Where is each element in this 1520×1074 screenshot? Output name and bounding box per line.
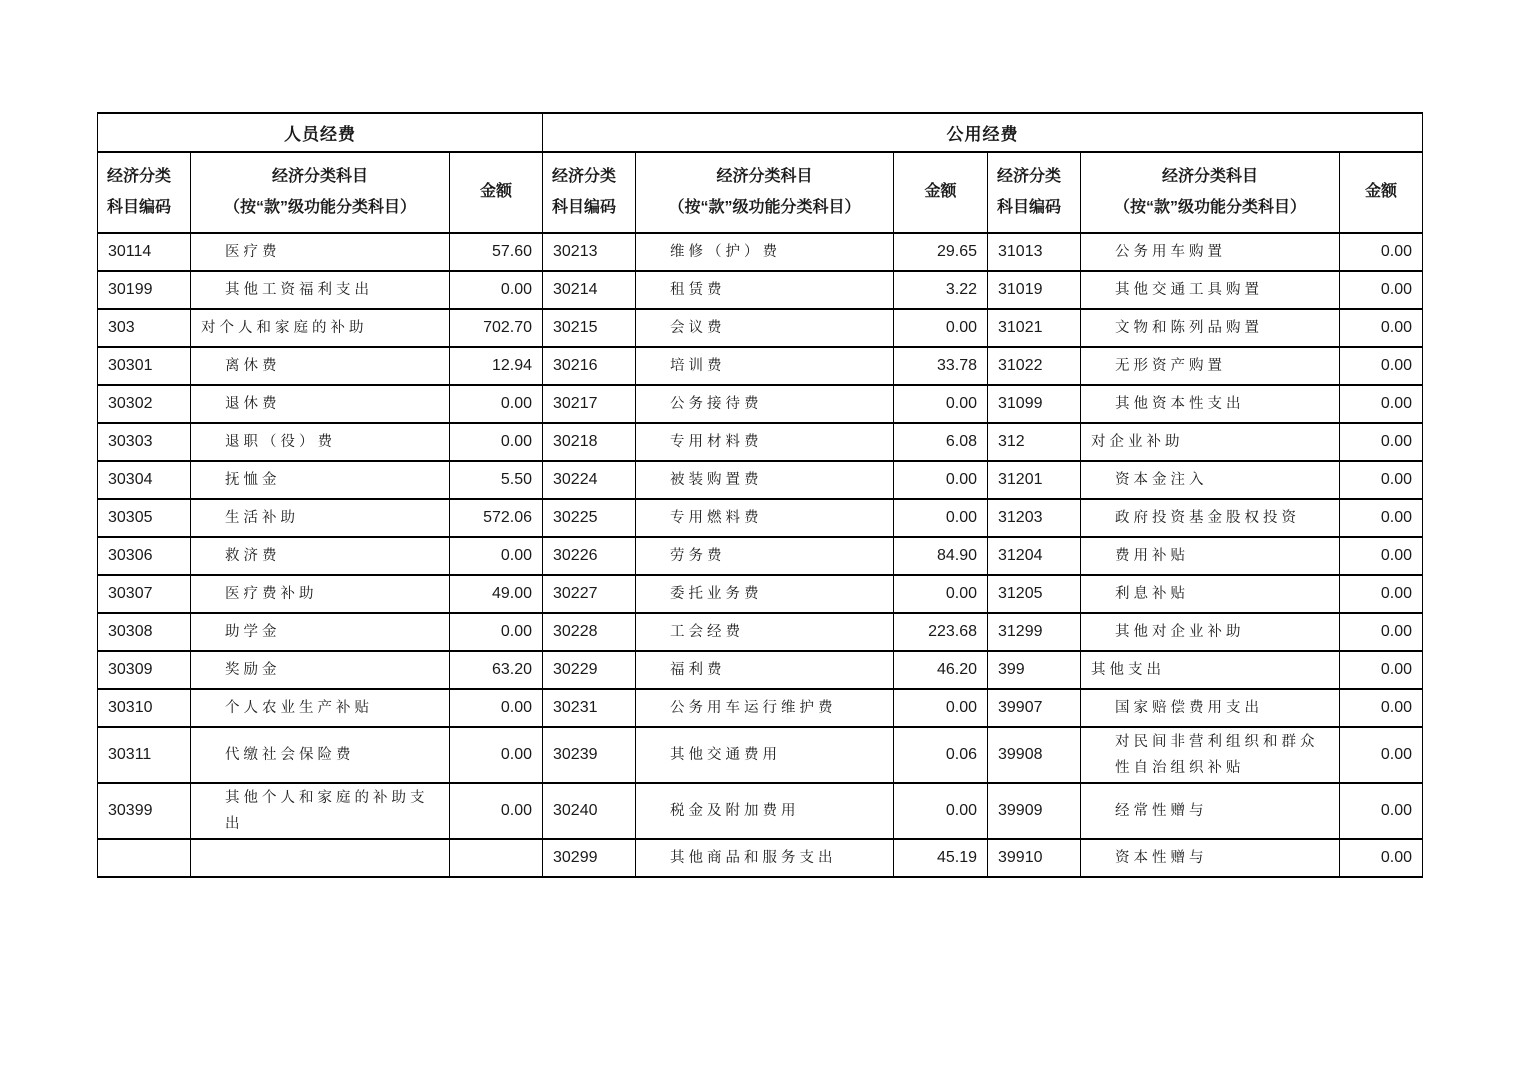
code-cell: 31019 bbox=[988, 271, 1081, 309]
amount-cell: 0.00 bbox=[1340, 499, 1423, 537]
code-cell: 399 bbox=[988, 651, 1081, 689]
amount-cell: 3.22 bbox=[894, 271, 988, 309]
subject-cell: 公务用车购置 bbox=[1081, 233, 1340, 271]
amount-cell: 0.00 bbox=[1340, 783, 1423, 839]
subject-cell: 专用材料费 bbox=[636, 423, 894, 461]
amount-cell: 0.00 bbox=[450, 727, 543, 783]
header-subject-line2: （按“款”级功能分类科目） bbox=[223, 198, 416, 216]
amount-cell: 33.78 bbox=[894, 347, 988, 385]
header-code bbox=[988, 152, 1081, 233]
amount-cell: 29.65 bbox=[894, 233, 988, 271]
code-cell: 30213 bbox=[543, 233, 636, 271]
amount-cell: 0.00 bbox=[1340, 839, 1423, 877]
subject-cell: 其他支出 bbox=[1081, 651, 1340, 689]
subject-cell: 其他交通费用 bbox=[636, 727, 894, 783]
subject-cell: 公务接待费 bbox=[636, 385, 894, 423]
header-subject bbox=[636, 152, 894, 233]
table-row bbox=[98, 461, 1423, 499]
amount-cell: 0.06 bbox=[894, 727, 988, 783]
subject-cell: 对企业补助 bbox=[1081, 423, 1340, 461]
code-cell bbox=[98, 839, 191, 877]
subject-cell: 无形资产购置 bbox=[1081, 347, 1340, 385]
code-cell: 31203 bbox=[988, 499, 1081, 537]
code-cell: 30301 bbox=[98, 347, 191, 385]
code-cell: 30310 bbox=[98, 689, 191, 727]
subject-cell: 助学金 bbox=[191, 613, 450, 651]
code-cell: 30399 bbox=[98, 783, 191, 839]
code-cell: 30224 bbox=[543, 461, 636, 499]
code-cell: 30227 bbox=[543, 575, 636, 613]
code-cell: 30309 bbox=[98, 651, 191, 689]
table-row bbox=[98, 309, 1423, 347]
code-cell: 30299 bbox=[543, 839, 636, 877]
code-cell: 31021 bbox=[988, 309, 1081, 347]
amount-cell: 0.00 bbox=[894, 499, 988, 537]
code-cell: 30304 bbox=[98, 461, 191, 499]
code-cell: 39907 bbox=[988, 689, 1081, 727]
subject-cell: 退职（役）费 bbox=[191, 423, 450, 461]
code-cell: 30114 bbox=[98, 233, 191, 271]
code-cell: 39909 bbox=[988, 783, 1081, 839]
code-cell: 31299 bbox=[988, 613, 1081, 651]
code-cell: 30308 bbox=[98, 613, 191, 651]
header-amount: 金额 bbox=[450, 152, 543, 233]
subject-cell: 其他交通工具购置 bbox=[1081, 271, 1340, 309]
header-code-line1: 经济分类 bbox=[107, 168, 172, 186]
header-code-line2: 科目编码 bbox=[552, 198, 617, 216]
code-cell: 31201 bbox=[988, 461, 1081, 499]
subject-cell: 其他对企业补助 bbox=[1081, 613, 1340, 651]
subject-cell: 个人农业生产补贴 bbox=[191, 689, 450, 727]
subject-cell: 代缴社会保险费 bbox=[191, 727, 450, 783]
amount-cell: 0.00 bbox=[1340, 651, 1423, 689]
code-cell: 30199 bbox=[98, 271, 191, 309]
amount-cell: 0.00 bbox=[450, 613, 543, 651]
subject-cell: 医疗费补助 bbox=[191, 575, 450, 613]
subject-cell: 资本金注入 bbox=[1081, 461, 1340, 499]
code-cell: 30228 bbox=[543, 613, 636, 651]
amount-cell bbox=[450, 839, 543, 877]
subject-cell: 其他个人和家庭的补助支出 bbox=[191, 783, 450, 839]
code-cell: 31204 bbox=[988, 537, 1081, 575]
amount-cell: 84.90 bbox=[894, 537, 988, 575]
code-cell: 31099 bbox=[988, 385, 1081, 423]
code-cell: 30229 bbox=[543, 651, 636, 689]
amount-cell: 0.00 bbox=[450, 385, 543, 423]
amount-cell: 45.19 bbox=[894, 839, 988, 877]
amount-cell: 702.70 bbox=[450, 309, 543, 347]
subject-cell bbox=[191, 839, 450, 877]
amount-cell: 0.00 bbox=[1340, 727, 1423, 783]
code-cell: 30303 bbox=[98, 423, 191, 461]
subject-cell: 经常性赠与 bbox=[1081, 783, 1340, 839]
header-subject bbox=[1081, 152, 1340, 233]
table-row bbox=[98, 727, 1423, 783]
amount-cell: 63.20 bbox=[450, 651, 543, 689]
amount-cell: 0.00 bbox=[450, 271, 543, 309]
code-cell: 31013 bbox=[988, 233, 1081, 271]
header-code-line2: 科目编码 bbox=[107, 198, 172, 216]
amount-cell: 0.00 bbox=[1340, 689, 1423, 727]
amount-cell: 0.00 bbox=[894, 689, 988, 727]
header-code-line2: 科目编码 bbox=[997, 198, 1062, 216]
table-row bbox=[98, 385, 1423, 423]
amount-cell: 0.00 bbox=[1340, 233, 1423, 271]
subject-cell: 劳务费 bbox=[636, 537, 894, 575]
header-amount: 金额 bbox=[1340, 152, 1423, 233]
header-code-line1: 经济分类 bbox=[997, 168, 1062, 186]
subject-cell: 公务用车运行维护费 bbox=[636, 689, 894, 727]
subject-cell: 其他工资福利支出 bbox=[191, 271, 450, 309]
amount-cell: 0.00 bbox=[894, 309, 988, 347]
amount-cell: 0.00 bbox=[1340, 537, 1423, 575]
header-subject-line1: 经济分类科目 bbox=[716, 168, 813, 186]
subject-cell: 国家赔偿费用支出 bbox=[1081, 689, 1340, 727]
code-cell: 39910 bbox=[988, 839, 1081, 877]
amount-cell: 0.00 bbox=[450, 537, 543, 575]
code-cell: 30307 bbox=[98, 575, 191, 613]
amount-cell: 0.00 bbox=[1340, 423, 1423, 461]
subject-cell: 政府投资基金股权投资 bbox=[1081, 499, 1340, 537]
subject-cell: 租赁费 bbox=[636, 271, 894, 309]
amount-cell: 0.00 bbox=[894, 385, 988, 423]
code-cell: 30305 bbox=[98, 499, 191, 537]
subject-cell: 离休费 bbox=[191, 347, 450, 385]
amount-cell: 0.00 bbox=[894, 575, 988, 613]
amount-cell: 0.00 bbox=[1340, 575, 1423, 613]
table-row bbox=[98, 271, 1423, 309]
table-row bbox=[98, 783, 1423, 839]
subject-cell: 对民间非营利组织和群众性自治组织补贴 bbox=[1081, 727, 1340, 783]
code-cell: 30225 bbox=[543, 499, 636, 537]
code-cell: 30231 bbox=[543, 689, 636, 727]
amount-cell: 0.00 bbox=[1340, 385, 1423, 423]
code-cell: 30226 bbox=[543, 537, 636, 575]
table-row bbox=[98, 537, 1423, 575]
amount-cell: 0.00 bbox=[450, 689, 543, 727]
header-amount: 金额 bbox=[894, 152, 988, 233]
subject-cell: 对个人和家庭的补助 bbox=[191, 309, 450, 347]
subject-cell: 救济费 bbox=[191, 537, 450, 575]
table-row bbox=[98, 233, 1423, 271]
header-subject-line2: （按“款”级功能分类科目） bbox=[668, 198, 861, 216]
subject-cell: 费用补贴 bbox=[1081, 537, 1340, 575]
amount-cell: 0.00 bbox=[1340, 271, 1423, 309]
subject-cell: 文物和陈列品购置 bbox=[1081, 309, 1340, 347]
subject-cell: 其他资本性支出 bbox=[1081, 385, 1340, 423]
amount-cell: 0.00 bbox=[450, 783, 543, 839]
code-cell: 30239 bbox=[543, 727, 636, 783]
code-cell: 30311 bbox=[98, 727, 191, 783]
code-cell: 30306 bbox=[98, 537, 191, 575]
subject-cell: 利息补贴 bbox=[1081, 575, 1340, 613]
amount-cell: 0.00 bbox=[1340, 309, 1423, 347]
subject-cell: 税金及附加费用 bbox=[636, 783, 894, 839]
column-header-row bbox=[98, 152, 1423, 233]
code-cell: 30240 bbox=[543, 783, 636, 839]
code-cell: 30302 bbox=[98, 385, 191, 423]
amount-cell: 0.00 bbox=[894, 461, 988, 499]
subject-cell: 奖励金 bbox=[191, 651, 450, 689]
subject-cell: 维修（护）费 bbox=[636, 233, 894, 271]
budget-table bbox=[97, 112, 1423, 878]
subject-cell: 其他商品和服务支出 bbox=[636, 839, 894, 877]
table-row bbox=[98, 689, 1423, 727]
table-row bbox=[98, 575, 1423, 613]
code-cell: 312 bbox=[988, 423, 1081, 461]
group-header-row bbox=[98, 113, 1423, 152]
subject-cell: 生活补助 bbox=[191, 499, 450, 537]
subject-cell: 被装购置费 bbox=[636, 461, 894, 499]
amount-cell: 46.20 bbox=[894, 651, 988, 689]
code-cell: 30217 bbox=[543, 385, 636, 423]
amount-cell: 12.94 bbox=[450, 347, 543, 385]
subject-cell: 工会经费 bbox=[636, 613, 894, 651]
group-header-personnel-funds: 人员经费 bbox=[98, 113, 543, 152]
subject-cell: 培训费 bbox=[636, 347, 894, 385]
amount-cell: 0.00 bbox=[1340, 613, 1423, 651]
code-cell: 39908 bbox=[988, 727, 1081, 783]
table-row bbox=[98, 839, 1423, 877]
amount-cell: 5.50 bbox=[450, 461, 543, 499]
code-cell: 30214 bbox=[543, 271, 636, 309]
code-cell: 30216 bbox=[543, 347, 636, 385]
amount-cell: 0.00 bbox=[894, 783, 988, 839]
group-header-public-funds: 公用经费 bbox=[543, 113, 1423, 152]
header-code bbox=[543, 152, 636, 233]
amount-cell: 0.00 bbox=[1340, 461, 1423, 499]
header-subject-line1: 经济分类科目 bbox=[1161, 168, 1258, 186]
subject-cell: 资本性赠与 bbox=[1081, 839, 1340, 877]
subject-cell: 委托业务费 bbox=[636, 575, 894, 613]
table-row bbox=[98, 613, 1423, 651]
code-cell: 30218 bbox=[543, 423, 636, 461]
amount-cell: 49.00 bbox=[450, 575, 543, 613]
amount-cell: 57.60 bbox=[450, 233, 543, 271]
header-code-line1: 经济分类 bbox=[552, 168, 617, 186]
code-cell: 30215 bbox=[543, 309, 636, 347]
subject-cell: 抚恤金 bbox=[191, 461, 450, 499]
code-cell: 31022 bbox=[988, 347, 1081, 385]
header-subject-line1: 经济分类科目 bbox=[271, 168, 368, 186]
subject-cell: 退休费 bbox=[191, 385, 450, 423]
amount-cell: 223.68 bbox=[894, 613, 988, 651]
code-cell: 31205 bbox=[988, 575, 1081, 613]
amount-cell: 6.08 bbox=[894, 423, 988, 461]
amount-cell: 0.00 bbox=[1340, 347, 1423, 385]
header-subject bbox=[191, 152, 450, 233]
table-row bbox=[98, 499, 1423, 537]
subject-cell: 医疗费 bbox=[191, 233, 450, 271]
table-row bbox=[98, 651, 1423, 689]
amount-cell: 0.00 bbox=[450, 423, 543, 461]
header-code bbox=[98, 152, 191, 233]
subject-cell: 福利费 bbox=[636, 651, 894, 689]
subject-cell: 会议费 bbox=[636, 309, 894, 347]
subject-cell: 专用燃料费 bbox=[636, 499, 894, 537]
header-subject-line2: （按“款”级功能分类科目） bbox=[1113, 198, 1306, 216]
table-row bbox=[98, 423, 1423, 461]
table-row bbox=[98, 347, 1423, 385]
code-cell: 303 bbox=[98, 309, 191, 347]
amount-cell: 572.06 bbox=[450, 499, 543, 537]
